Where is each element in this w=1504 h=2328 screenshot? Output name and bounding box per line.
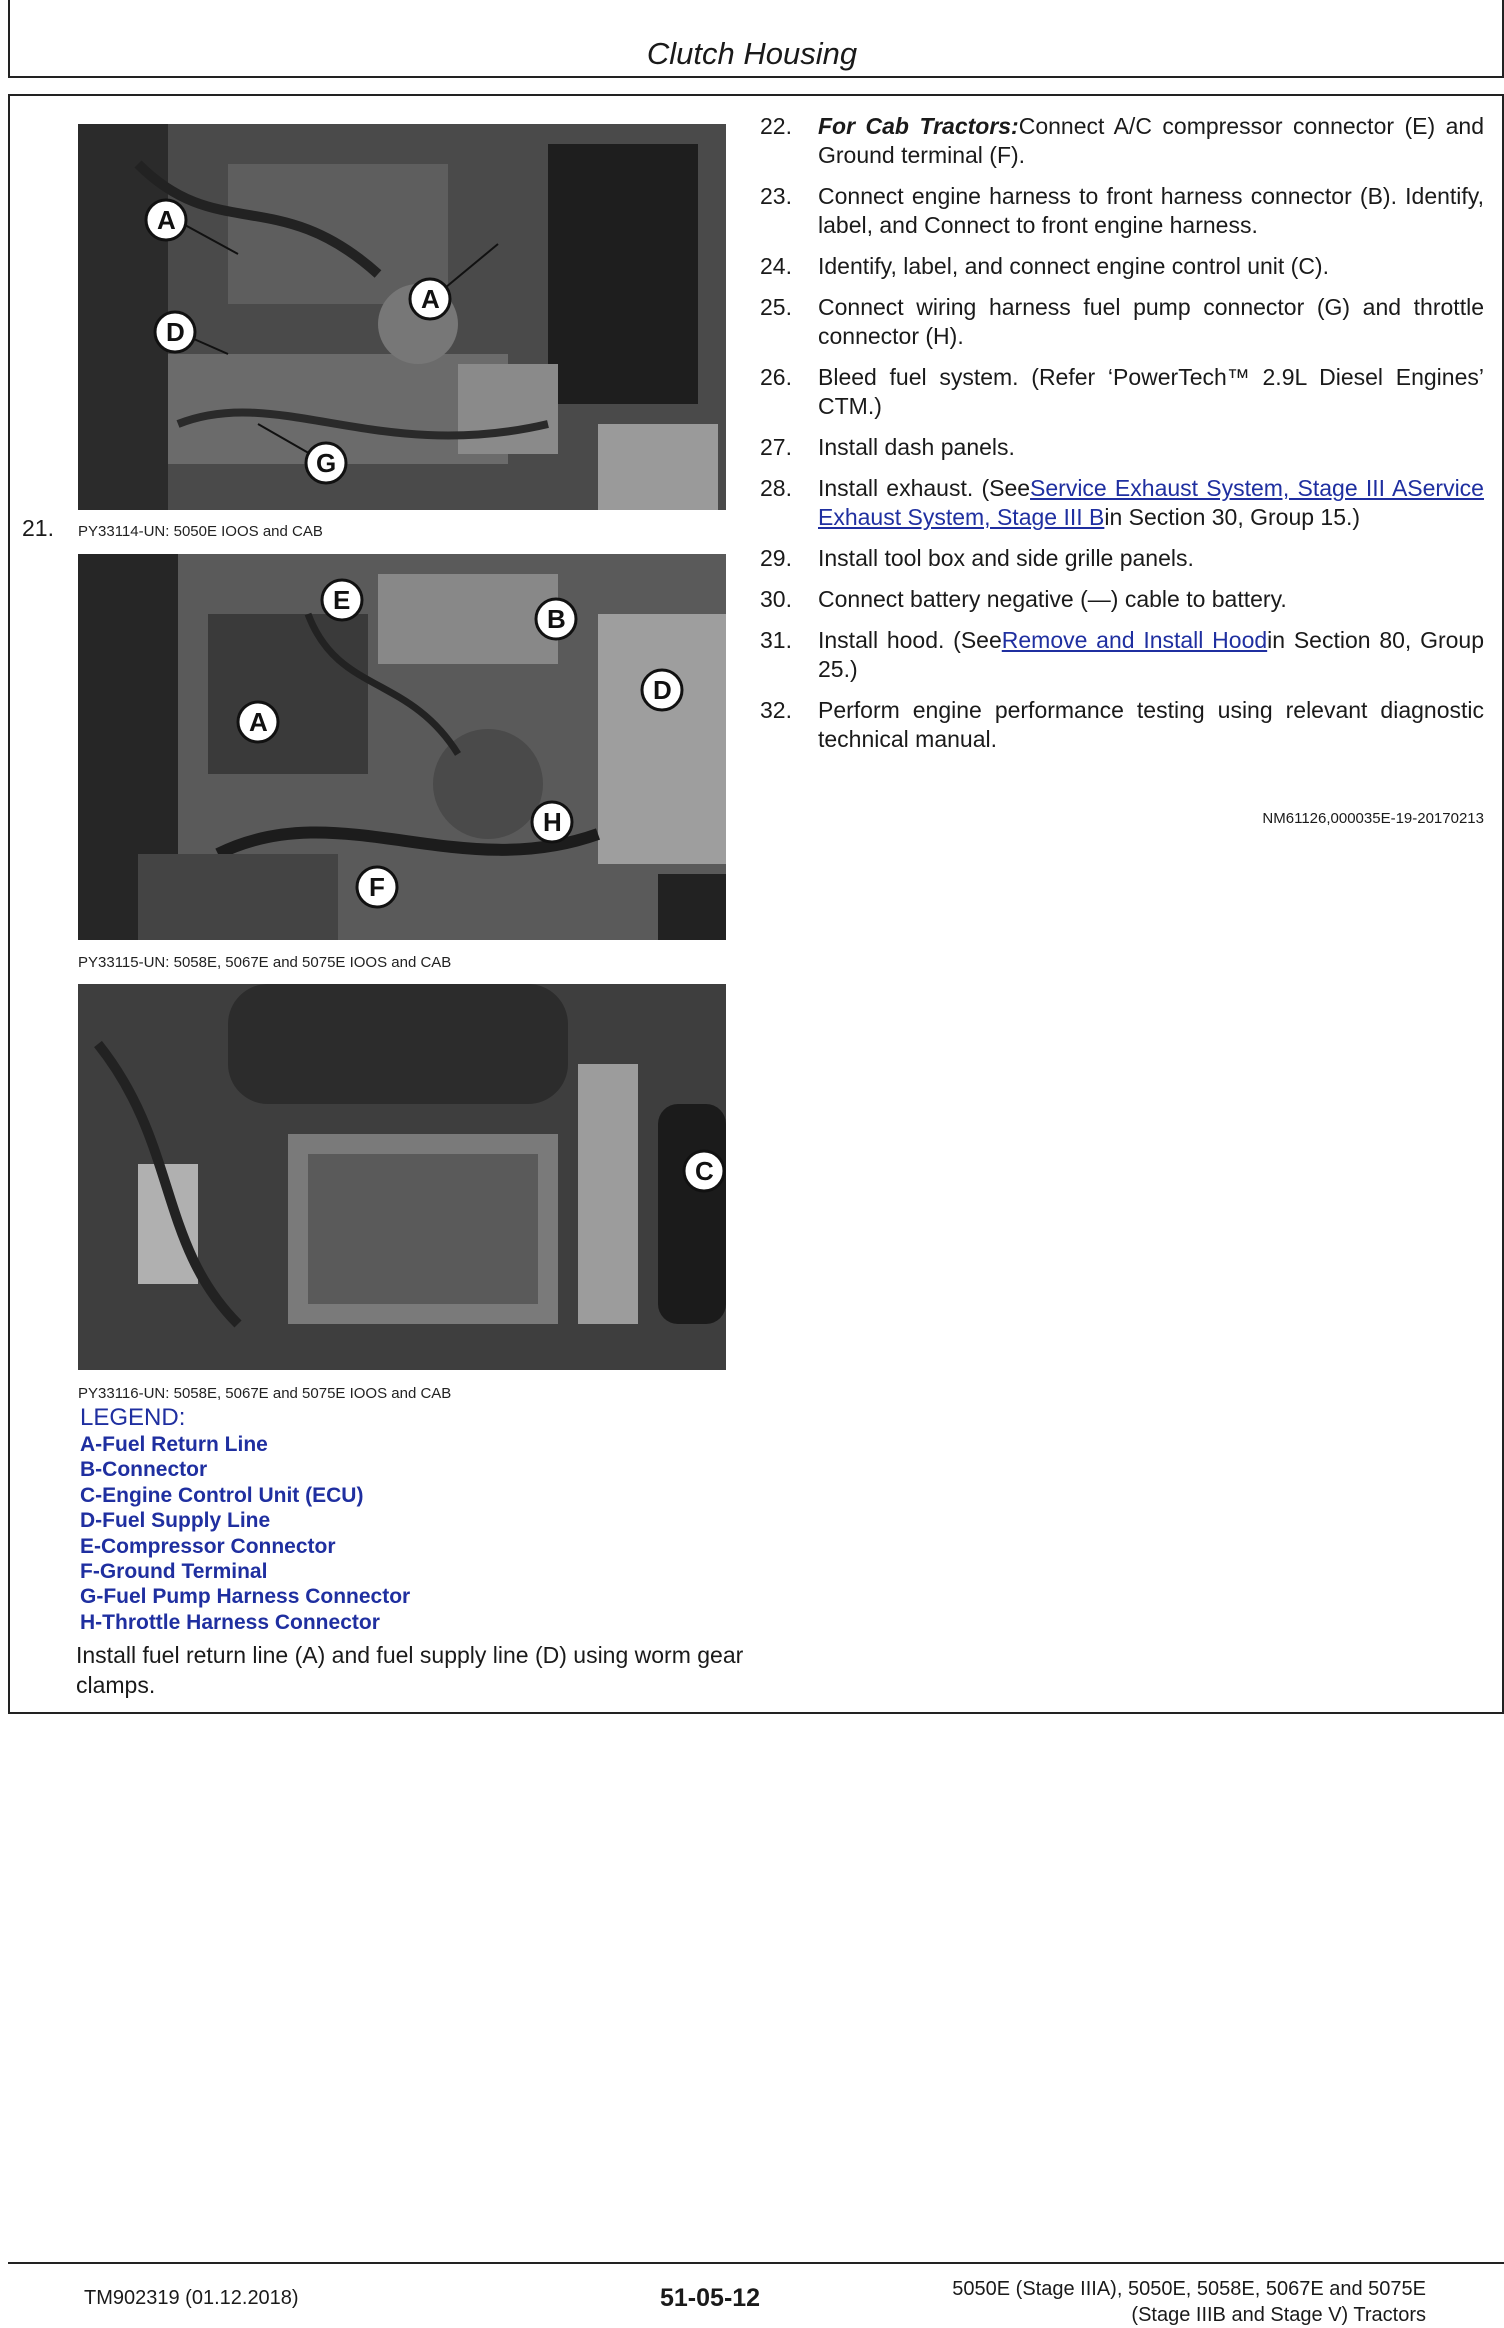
callout-f	[357, 867, 397, 907]
callout-b	[536, 599, 576, 639]
legend-item: D-Fuel Supply Line	[80, 1509, 271, 1533]
legend-item: C-Engine Control Unit (ECU)	[80, 1483, 364, 1507]
legend-item: A-Fuel Return Line	[80, 1433, 268, 1456]
footer-model-info	[952, 2276, 1426, 2328]
step-text: Connect battery negative (—) cable to battery.	[818, 586, 1287, 612]
step-text-pre: Install hood. (See	[818, 627, 1002, 653]
step-number: 26.	[760, 364, 792, 390]
footer-model-line-2: (Stage IIIB and Stage V) Tractors	[1131, 2304, 1426, 2326]
callout-a-2	[410, 279, 450, 319]
figure-3-caption: PY33116-UN: 5058E, 5067E and 5075E IOOS and CAB	[78, 1385, 452, 1402]
step-21-text: Install fuel return line (A) and fuel supply line (D) using worm gear clamps.	[76, 1642, 744, 1698]
svg-text:F: F	[369, 872, 385, 902]
legend-title: LEGEND:	[80, 1404, 186, 1431]
callout-d	[155, 312, 195, 352]
page-title: Clutch Housing	[646, 36, 858, 71]
step-number: 22.	[760, 113, 792, 139]
engine-photo-3	[78, 984, 726, 1370]
legend-list	[80, 1432, 410, 1635]
step-text: Connect wiring harness fuel pump connector (G) and throttle connector (H).	[818, 294, 1484, 349]
figure-1-caption: PY33114-UN: 5050E IOOS and CAB	[78, 523, 323, 540]
callout-h	[532, 802, 572, 842]
step-22	[760, 112, 1484, 170]
callout-g	[306, 443, 346, 483]
legend-item: B-Connector	[80, 1458, 208, 1482]
callout-c	[684, 1151, 724, 1191]
step-30	[760, 585, 1484, 614]
svg-text:D: D	[166, 317, 185, 347]
engine-photo-2	[78, 554, 726, 940]
step-text: Connect engine harness to front harness connector (B). Identify, label, and Connect to front engine harness.	[818, 183, 1484, 238]
legend-item: H-Throttle Harness Connector	[80, 1610, 380, 1634]
legend-item: F-Ground Terminal	[80, 1559, 268, 1583]
step-text: Bleed fuel system. (Refer ‘PowerTech™ 2.9L Diesel Engines’ CTM.)	[818, 364, 1484, 419]
step-emphasis: For Cab Tractors:	[818, 113, 1019, 139]
footer-divider	[8, 2262, 1504, 2264]
step-number: 31.	[760, 627, 792, 653]
step-number: 25.	[760, 294, 792, 320]
callout-e	[322, 580, 362, 620]
svg-text:B: B	[547, 604, 566, 634]
step-number: 23.	[760, 183, 792, 209]
svg-text:A: A	[421, 284, 440, 314]
step-29	[760, 544, 1484, 573]
step-text-pre: Install exhaust. (See	[818, 475, 1031, 501]
step-number: 29.	[760, 545, 792, 571]
svg-text:A: A	[249, 707, 268, 737]
step-24	[760, 252, 1484, 281]
reference-code: NM61126,000035E-19-20170213	[1262, 810, 1484, 827]
svg-text:E: E	[333, 585, 351, 615]
figure-2-caption: PY33115-UN: 5058E, 5067E and 5075E IOOS and CAB	[78, 954, 452, 971]
hood-link[interactable]: Remove and Install Hood	[1001, 627, 1268, 653]
step-31	[760, 626, 1484, 684]
step-number: 27.	[760, 434, 792, 460]
step-25	[760, 293, 1484, 351]
step-23	[760, 182, 1484, 240]
page-number: 51-05-12	[660, 2284, 761, 2312]
step-text: Perform engine performance testing using relevant diagnostic technical manual.	[818, 697, 1484, 752]
step-27	[760, 433, 1484, 462]
step-text: Install tool box and side grille panels.	[818, 545, 1194, 571]
svg-text:H: H	[543, 807, 562, 837]
step-26	[760, 363, 1484, 421]
step-21-number: 21.	[22, 515, 54, 541]
footer-model-line-1: 5050E (Stage IIIA), 5050E, 5058E, 5067E and 5075E	[952, 2278, 1426, 2300]
callout-d-2	[642, 670, 682, 710]
procedure-steps	[760, 112, 1484, 766]
svg-text:D: D	[653, 675, 672, 705]
step-text-post: in Section 30, Group 15.)	[1104, 504, 1361, 530]
step-text-post: in Section 80, Group 25.)	[818, 627, 1484, 682]
step-text: Install dash panels.	[818, 434, 1015, 460]
step-32	[760, 696, 1484, 754]
step-number: 32.	[760, 697, 792, 723]
step-number: 24.	[760, 253, 792, 279]
step-text: Connect A/C compressor connector (E) and Ground terminal (F).	[818, 113, 1484, 168]
step-text: Identify, label, and connect engine control unit (C).	[818, 253, 1329, 279]
engine-photo-1	[78, 124, 726, 510]
manual-number: TM902319 (01.12.2018)	[84, 2287, 299, 2309]
svg-text:A: A	[157, 205, 176, 235]
callout-a-1	[146, 200, 186, 240]
svg-text:G: G	[316, 448, 337, 478]
svg-text:C: C	[695, 1156, 714, 1186]
step-number: 30.	[760, 586, 792, 612]
legend-item: G-Fuel Pump Harness Connector	[80, 1585, 411, 1609]
step-number: 28.	[760, 475, 792, 501]
exhaust-system-link[interactable]: Service Exhaust System, Stage III AService Exhaust System, Stage III B	[818, 475, 1484, 530]
callout-a-3	[238, 702, 278, 742]
step-28	[760, 474, 1484, 532]
legend-item: E-Compressor Connector	[80, 1534, 336, 1558]
